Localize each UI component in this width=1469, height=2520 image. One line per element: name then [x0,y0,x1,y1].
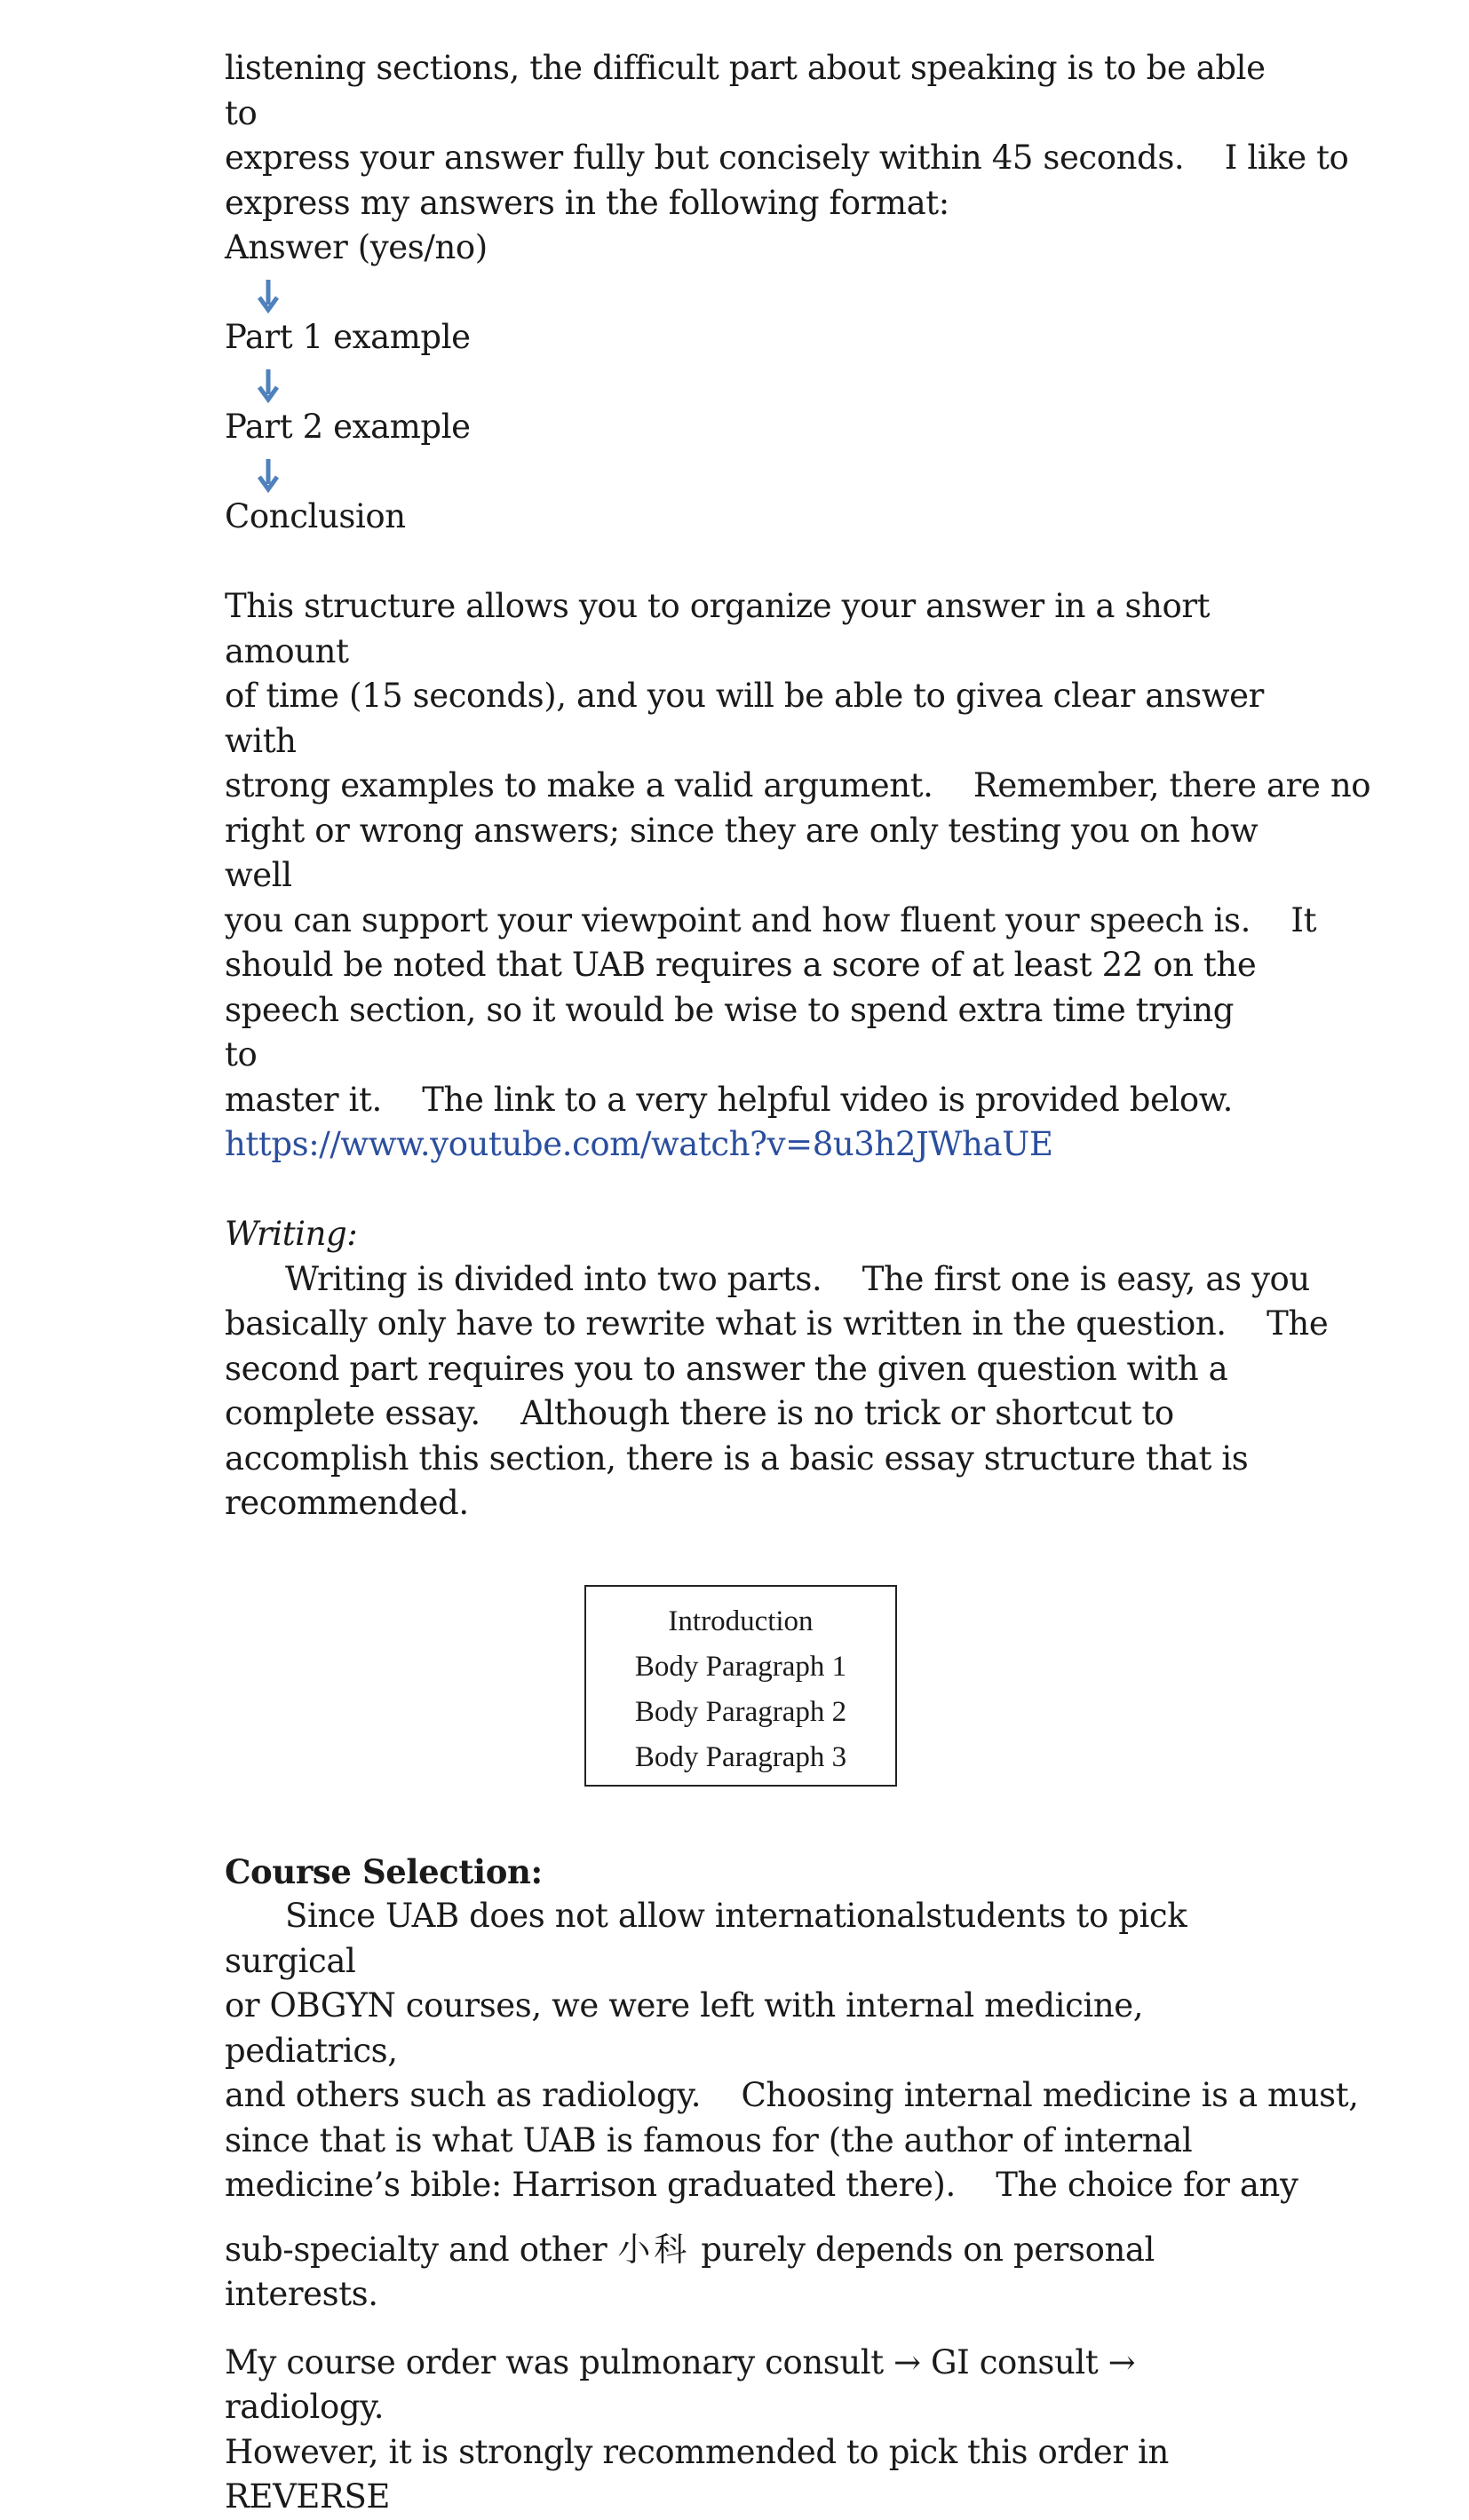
video-link[interactable]: https://www.youtube.com/watch?v=8u3h2JWhaUE [225,1125,1053,1163]
course-line-8: However, it is strongly recommended to pick this order in REVERSE [225,2432,1169,2516]
structure-line-6: should be noted that UAB requires a score of at least 22 on the [225,946,1257,984]
essay-structure-box [584,1585,897,1787]
writing-line-1: Writing is divided into two parts. The first one is easy, as you [285,1259,1310,1298]
course-line-6-start: sub-specialty and other [225,2230,607,2269]
down-arrow-icon [257,457,280,496]
flow-step-answer: Answer (yes/no) [225,228,488,266]
structure-line-2: of time (15 seconds), and you will be able to givea clear answer with [225,677,1264,760]
cjk-term: 小科 [617,2230,691,2269]
course-line-7: My course order was pulmonary consult → GI consult → radiology. [225,2342,1136,2426]
structure-line-4: right or wrong answers; since they are only testing you on how well [225,811,1259,894]
writing-line-5: accomplish this section, there is a basic essay structure that is [225,1438,1249,1478]
flow-step-part1: Part 1 example [225,318,471,356]
course-selection-heading: Course Selection: [225,1851,543,1891]
spacer [225,540,1273,585]
course-line-6 [225,2228,1273,2318]
writing-line-6: recommended. [225,1484,469,1522]
flow-arrow [225,271,1273,316]
flow-step-conclusion: Conclusion [225,497,406,535]
intro-line-1: listening sections, the difficult part about speaking is to be able to [225,49,1266,132]
structure-line-5: you can support your viewpoint and how fluent your speech is. It [225,900,1317,939]
flow-arrow [225,361,1273,406]
writing-heading: Writing: [225,1215,358,1253]
essay-item-body-2: Body Paragraph 2 [634,1695,847,1728]
course-line-4: since that is what UAB is famous for (the author of internal [225,2120,1193,2159]
essay-item-introduction: Introduction [668,1605,814,1637]
writing-line-4: complete essay. Although there is no trick or shortcut to [225,1394,1174,1432]
course-line-2: or OBGYN courses, we were left with internal medicine, pediatrics, [225,1986,1144,2070]
structure-line-8: master it. The link to a very helpful video is provided below. [225,1080,1234,1119]
structure-line-7: speech section, so it would be wise to spend extra time trying to [225,990,1235,1074]
spacer [225,1526,1273,1585]
spacer [225,1168,1273,1213]
intro-line-2: express your answer fully but concisely within 45 seconds. I like to [225,139,1349,177]
course-line-3: and others such as radiology. Choosing internal medicine is a must, [225,2076,1359,2114]
writing-line-2: basically only have to rewrite what is written in the question. The [225,1304,1329,1343]
down-arrow-icon [257,368,280,407]
flow-arrow [225,450,1273,495]
intro-line-3: express my answers in the following format: [225,183,949,222]
structure-line-1: This structure allows you to organize your answer in a short amount [225,587,1211,670]
essay-item-body-1: Body Paragraph 1 [634,1650,847,1683]
structure-line-3: strong examples to make a valid argument. Remember, there are no [225,766,1371,804]
document-page [225,46,1371,2520]
course-line-5: medicine’s bible: Harrison graduated there). The choice for any [225,2166,1298,2204]
course-line-1: Since UAB does not allow internationalstudents to pick surgical [225,1897,1187,1980]
essay-item-body-3: Body Paragraph 3 [634,1740,847,1773]
down-arrow-icon [257,278,280,317]
flow-step-part2: Part 2 example [225,408,471,446]
course-line-6-end: purely depends on personal interests. [225,2230,1155,2313]
writing-line-3: second part requires you to answer the given question with a [225,1349,1228,1388]
